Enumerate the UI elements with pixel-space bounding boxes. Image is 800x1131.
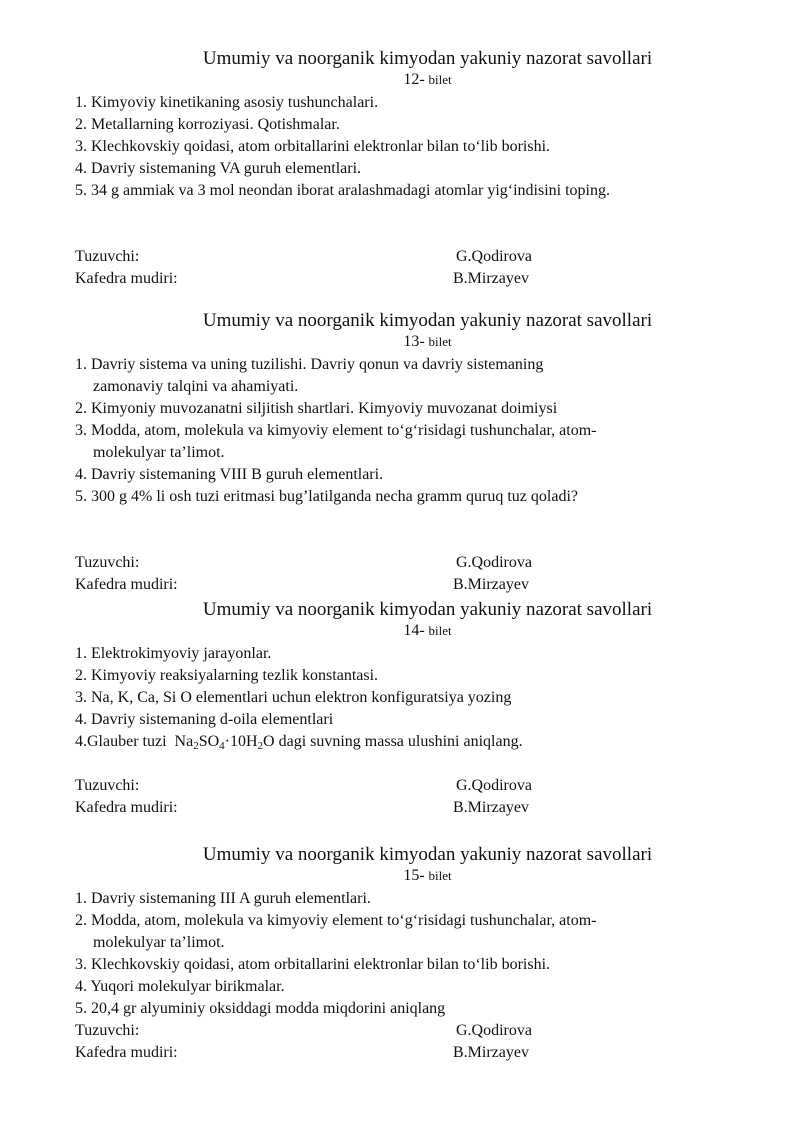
head-row bbox=[75, 1042, 775, 1064]
question-list bbox=[75, 92, 775, 202]
question-text: 3. Modda, atom, molekula va kimyoviy element to‘g‘risidagi tushunchalar, atom- bbox=[75, 422, 597, 439]
ticket-15 bbox=[75, 843, 775, 1064]
ticket-13 bbox=[75, 309, 775, 596]
question-item: 2. Kimyoviy reaksiyalarning tezlik konstantasi. bbox=[75, 667, 379, 684]
question-continuation: zamonaviy talqini va ahamiyati. bbox=[93, 378, 299, 395]
compiler-name: G.Qodirova bbox=[456, 1022, 532, 1039]
compiler-label: Tuzuvchi: bbox=[75, 554, 140, 571]
head-label: Kafedra mudiri: bbox=[75, 1044, 178, 1061]
ticket-number-value: 14- bbox=[403, 622, 425, 639]
compiler-label: Tuzuvchi: bbox=[75, 1022, 140, 1039]
ticket-number-value: 15- bbox=[403, 867, 425, 884]
question-list bbox=[75, 643, 775, 753]
ticket-number bbox=[75, 71, 780, 89]
head-name: B.Mirzayev bbox=[453, 576, 529, 593]
formula-subscript: 2 bbox=[193, 740, 199, 752]
question-text: 2. Modda, atom, molekula va kimyoviy element to‘g‘risidagi tushunchalar, atom- bbox=[75, 912, 597, 929]
compiler-name: G.Qodirova bbox=[456, 554, 532, 571]
ticket-number bbox=[75, 867, 780, 885]
question-item: 4. Yuqori molekulyar birikmalar. bbox=[75, 978, 285, 995]
ticket-title: Umumiy va noorganik kimyodan yakuniy nazorat savollari bbox=[202, 310, 653, 331]
compiler-name: G.Qodirova bbox=[456, 248, 532, 265]
ticket-number bbox=[75, 622, 780, 640]
head-row bbox=[75, 268, 775, 290]
question-item: 4. Davriy sistemaning VA guruh elementlari. bbox=[75, 160, 362, 177]
question-item: 4. Davriy sistemaning VIII B guruh elementlari. bbox=[75, 466, 384, 483]
question-item: 2. Metallarning korroziyasi. Qotishmalar. bbox=[75, 116, 340, 133]
ticket-number-word: bilet bbox=[428, 623, 452, 638]
formula-subscript: 4 bbox=[219, 740, 225, 752]
ticket-title: Umumiy va noorganik kimyodan yakuniy nazorat savollari bbox=[202, 599, 653, 620]
question-item: 1. Elektrokimyoviy jarayonlar. bbox=[75, 645, 272, 662]
compiler-label: Tuzuvchi: bbox=[75, 777, 140, 794]
question-item: 5. 20,4 gr alyuminiy oksiddagi modda miqdorini aniqlang bbox=[75, 1000, 446, 1017]
question-text: 4.Glauber tuzi bbox=[75, 733, 175, 750]
ticket-number bbox=[75, 333, 780, 351]
ticket-number-word: bilet bbox=[428, 868, 452, 883]
compiler-row bbox=[75, 1020, 775, 1042]
head-label: Kafedra mudiri: bbox=[75, 270, 178, 287]
question-list bbox=[75, 354, 775, 508]
compiler-label: Tuzuvchi: bbox=[75, 248, 140, 265]
formula-subscript: 2 bbox=[257, 740, 264, 752]
question-item: 3. Klechkovskiy qoidasi, atom orbitallarini elektronlar bilan to‘lib borishi. bbox=[75, 956, 551, 973]
head-label: Kafedra mudiri: bbox=[75, 799, 178, 816]
ticket-title: Umumiy va noorganik kimyodan yakuniy nazorat savollari bbox=[202, 844, 653, 865]
compiler-row bbox=[75, 552, 775, 574]
head-row bbox=[75, 574, 775, 596]
question-item: 2. Kimyoniy muvozanatni siljitish shartlari. Kimyoviy muvozanat doimiysi bbox=[75, 400, 558, 417]
question-item: 1. Davriy sistemaning III A guruh elementlari. bbox=[75, 890, 371, 907]
question-text: O dagi suvning massa ulushini aniqlang. bbox=[263, 733, 523, 750]
head-row bbox=[75, 797, 775, 819]
compiler-row bbox=[75, 775, 775, 797]
head-name: B.Mirzayev bbox=[453, 270, 529, 287]
question-item: 3. Na, K, Ca, Si O elementlari uchun elektron konfiguratsiya yozing bbox=[75, 689, 512, 706]
question-item bbox=[75, 731, 775, 753]
question-item: 1. Kimyoviy kinetikaning asosiy tushunchalari. bbox=[75, 94, 379, 111]
formula-part: ·10H bbox=[224, 733, 258, 750]
question-item: 3. Klechkovskiy qoidasi, atom orbitallarini elektronlar bilan to‘lib borishi. bbox=[75, 138, 551, 155]
question-item bbox=[75, 910, 775, 954]
formula-part: Na bbox=[174, 733, 194, 750]
question-item bbox=[75, 420, 775, 464]
question-list bbox=[75, 888, 775, 1020]
question-item bbox=[75, 354, 775, 398]
ticket-number-value: 13- bbox=[403, 333, 425, 350]
ticket-14 bbox=[75, 598, 775, 819]
formula-part: SO bbox=[198, 733, 220, 750]
compiler-name: G.Qodirova bbox=[456, 777, 532, 794]
head-name: B.Mirzayev bbox=[453, 1044, 529, 1061]
ticket-title: Umumiy va noorganik kimyodan yakuniy nazorat savollari bbox=[202, 48, 653, 69]
ticket-number-word: bilet bbox=[428, 334, 452, 349]
head-name: B.Mirzayev bbox=[453, 799, 529, 816]
spacer bbox=[75, 508, 775, 552]
question-item: 5. 300 g 4% li osh tuzi eritmasi bug’latilganda necha gramm quruq tuz qoladi? bbox=[75, 488, 578, 505]
compiler-row bbox=[75, 246, 775, 268]
spacer bbox=[75, 202, 775, 246]
question-text: 1. Davriy sistema va uning tuzilishi. Davriy qonun va davriy sistemaning bbox=[75, 356, 544, 373]
question-continuation: molekulyar ta’limot. bbox=[93, 934, 225, 951]
question-item: 4. Davriy sistemaning d-oila elementlari bbox=[75, 711, 334, 728]
question-item: 5. 34 g ammiak va 3 mol neondan iborat aralashmadagi atomlar yig‘indisini toping. bbox=[75, 182, 610, 199]
ticket-number-word: bilet bbox=[428, 72, 452, 87]
ticket-12 bbox=[75, 47, 775, 290]
question-continuation: molekulyar ta’limot. bbox=[93, 444, 225, 461]
ticket-number-value: 12- bbox=[403, 71, 425, 88]
spacer bbox=[75, 753, 775, 775]
head-label: Kafedra mudiri: bbox=[75, 576, 178, 593]
